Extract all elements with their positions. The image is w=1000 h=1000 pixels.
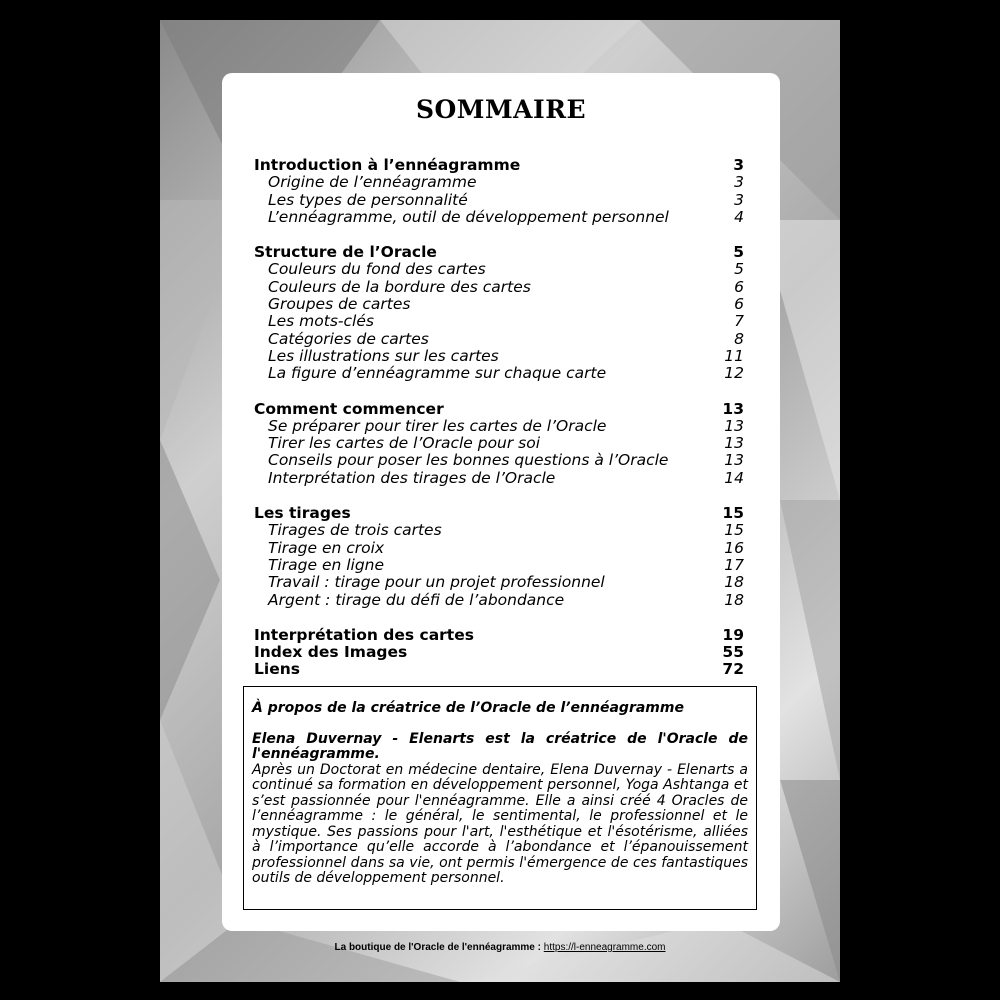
toc-item-title: Argent : tirage du défi de l’abondance [268, 590, 565, 609]
toc-page-number: 13 [724, 434, 744, 453]
toc-page-number: 3 [734, 173, 744, 192]
toc-section[interactable] [254, 401, 744, 418]
toc-section[interactable] [254, 661, 744, 678]
toc-item[interactable] [254, 452, 744, 469]
toc-page-number: 13 [722, 399, 744, 418]
toc-page-number: 5 [734, 260, 744, 279]
toc-item-title: Catégories de cartes [268, 329, 429, 348]
toc-page-number: 3 [733, 156, 744, 174]
toc-item[interactable] [254, 365, 744, 382]
toc-page-number: 3 [734, 190, 744, 209]
toc-item-title: Se préparer pour tirer les cartes de l’Oracle [268, 416, 607, 435]
toc-page-number: 55 [722, 643, 744, 662]
table-of-contents [254, 157, 744, 679]
toc-section[interactable] [254, 244, 744, 261]
toc-section-title: Index des Images [254, 643, 408, 662]
toc-item[interactable] [254, 279, 744, 296]
toc-item[interactable] [254, 557, 744, 574]
toc-section[interactable] [254, 505, 744, 522]
toc-page-number: 15 [722, 504, 744, 523]
toc-section[interactable] [254, 627, 744, 644]
toc-section-title: Interprétation des cartes [254, 625, 474, 644]
about-creator-box [243, 686, 757, 910]
footer-link[interactable]: https://l-enneagramme.com [543, 942, 666, 953]
toc-item-title: Les illustrations sur les cartes [268, 346, 499, 365]
toc-item-title: La figure d’ennéagramme sur chaque carte [268, 364, 607, 383]
toc-item-title: Couleurs de la bordure des cartes [268, 277, 531, 296]
toc-item-title: Tirage en ligne [268, 555, 385, 574]
toc-item-title: Tirer les cartes de l’Oracle pour soi [268, 434, 541, 453]
about-body: Après un Doctorat en médecine dentaire, Elena Duvernay - Elenarts a continué sa formation en développement personnel, Yoga Ashtanga et s’est passionnée pour l'ennéagramme. Elle a ainsi créé 4 Oracles de l’ennéagramme : le général, le sentimental, le professionnel et le mystique. Ses passions pour l'art, l'esthétique et l'ésotérisme, alliées à l’importance qu’elle accorde à l’abondance et l’épanouissement professionnel dans sa vie, ont permis l'émergence de ces fantastiques outils de développement personnel. [252, 761, 748, 886]
toc-item[interactable] [254, 296, 744, 313]
toc-page-number: 5 [733, 243, 744, 262]
toc-section-title: Liens [254, 660, 300, 679]
toc-item-title: Interprétation des tirages de l’Oracle [268, 468, 556, 487]
toc-section[interactable] [254, 157, 744, 174]
toc-item-title: Groupes de cartes [268, 295, 411, 314]
toc-item[interactable] [254, 522, 744, 539]
toc-item[interactable] [254, 261, 744, 278]
toc-section-title: Comment commencer [254, 399, 444, 418]
toc-page-number: 19 [722, 625, 744, 644]
toc-item-title: Travail : tirage pour un projet professionnel [268, 573, 605, 592]
toc-item[interactable] [254, 418, 744, 435]
document-page [160, 20, 840, 982]
toc-item[interactable] [254, 331, 744, 348]
toc-item-title: Tirage en croix [268, 538, 385, 557]
toc-item[interactable] [254, 574, 744, 591]
toc-page-number: 12 [724, 364, 744, 383]
toc-section-title: Structure de l’Oracle [254, 243, 437, 262]
toc-page-number: 8 [734, 329, 744, 348]
about-lead: Elena Duvernay - Elenarts est la créatrice de l'Oracle de l'ennéagramme. [252, 730, 748, 762]
toc-item-title: Conseils pour poser les bonnes questions à l’Oracle [268, 451, 669, 470]
toc-item-title: Les mots-clés [268, 312, 374, 331]
toc-item[interactable] [254, 348, 744, 365]
toc-item[interactable] [254, 313, 744, 330]
toc-item[interactable] [254, 435, 744, 452]
toc-item[interactable] [254, 470, 744, 487]
toc-page-number: 6 [734, 295, 744, 314]
toc-section[interactable] [254, 644, 744, 661]
toc-page-number: 13 [724, 451, 744, 470]
toc-page-number: 15 [724, 521, 744, 540]
toc-item-title: L’ennéagramme, outil de développement personnel [268, 207, 669, 226]
toc-page-number: 17 [724, 555, 744, 574]
toc-page-number: 18 [724, 590, 744, 609]
footer-label: La boutique de l'Oracle de l'ennéagramme : [334, 942, 541, 953]
toc-section-title: Les tirages [254, 504, 351, 523]
toc-page-number: 4 [734, 207, 744, 226]
toc-page-number: 6 [734, 277, 744, 296]
about-heading: À propos de la créatrice de l’Oracle de l’ennéagramme [252, 700, 684, 716]
footer [160, 942, 840, 953]
toc-item-title: Tirages de trois cartes [268, 521, 442, 540]
page-title: SOMMAIRE [415, 95, 587, 124]
toc-item-title: Couleurs du fond des cartes [268, 260, 486, 279]
toc-page-number: 18 [724, 573, 744, 592]
toc-page-number: 16 [724, 538, 744, 557]
toc-section-title: Introduction à l’ennéagramme [254, 156, 521, 174]
toc-page-number: 14 [724, 468, 744, 487]
toc-page-number: 11 [724, 346, 744, 365]
toc-page-number: 72 [722, 660, 744, 679]
toc-item[interactable] [254, 209, 744, 226]
content-card [222, 73, 780, 931]
toc-item-title: Les types de personnalité [268, 190, 468, 209]
toc-item[interactable] [254, 540, 744, 557]
toc-item[interactable] [254, 192, 744, 209]
toc-item-title: Origine de l’ennéagramme [268, 173, 477, 192]
toc-item[interactable] [254, 592, 744, 609]
toc-page-number: 13 [724, 416, 744, 435]
toc-page-number: 7 [734, 312, 744, 331]
toc-item[interactable] [254, 174, 744, 191]
